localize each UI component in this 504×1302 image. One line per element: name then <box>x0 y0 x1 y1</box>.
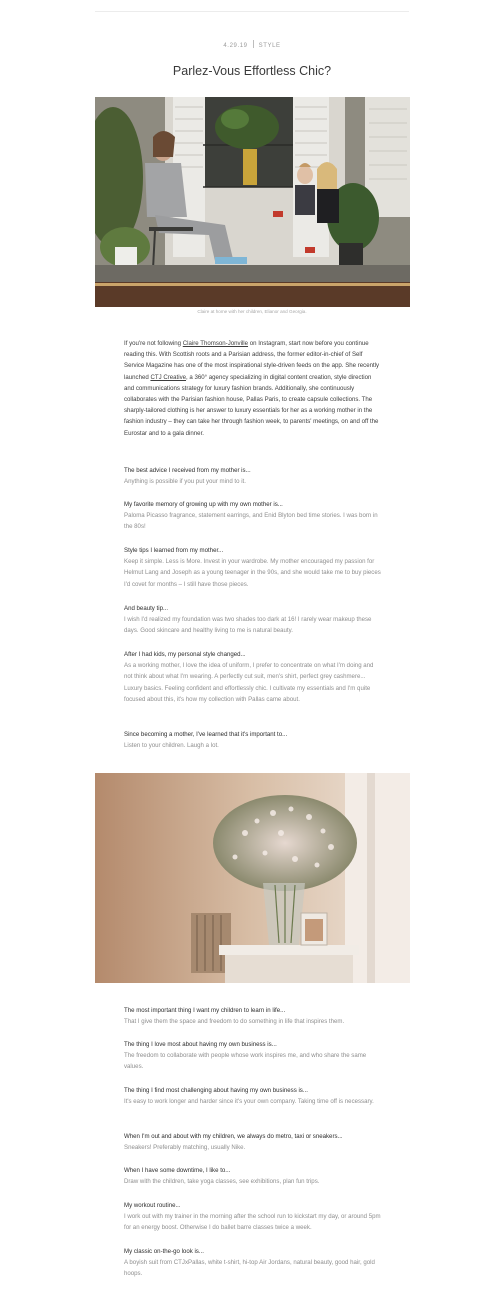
qa-item <box>124 729 382 751</box>
qa-answer: As a working mother, I love the idea of uniform, I prefer to concentrate on what I'm doing and not think about what I'm wearing. A perfectly cut suit, men's shirt, perfect grey cashmere... Luxury basics. Feeling confident and effortlessly chic. I cultivate my essentials and I'm quite focused about this, it's how my collection with Pallas came about. <box>124 662 374 703</box>
qa-answer: Sneakers! Preferably matching, usually Nike. <box>124 1144 246 1152</box>
category-link[interactable]: STYLE <box>258 43 281 49</box>
intro-text-suffix: , a 360° agency specializing in digital content creation, style direction and communications strategy for luxury fashion brands. Additionally, she continuously collaborates with the Parisian fashion house, Pallas Paris, to create capsule collections. The sharply-tailored clothing is her answer to luxury essentials for her as a working mother in the fashion industry – they can take her through fashion week, to parents' meetings, on and off the Eurostar and to a gala dinner. <box>124 373 379 437</box>
qa-item <box>124 1005 382 1027</box>
qa-answer: The freedom to collaborate with people whose work inspires me, and who share the same values. <box>124 1052 367 1071</box>
qa-question: The thing I love most about having my own business is... <box>124 1041 277 1048</box>
qa-item <box>124 1165 382 1187</box>
qa-item <box>124 1200 382 1234</box>
qa-question: My workout routine... <box>124 1202 181 1209</box>
qa-question: The thing I find most challenging about having my own business is... <box>124 1087 308 1094</box>
post-meta <box>0 40 504 49</box>
qa-question: After I had kids, my personal style changed... <box>124 651 246 658</box>
qa-answer: Keep it simple. Less is More. Invest in your wardrobe. My mother encouraged my passion for Helmut Lang and Joseph as a young teenager in the 90s, and she would take me to buy pieces I'd covet for months – I still have those pieces. <box>124 558 381 588</box>
qa-question: The most important thing I want my children to learn in life... <box>124 1007 286 1014</box>
qa-item <box>124 1246 382 1280</box>
qa-answer: Listen to your children. Laugh a lot. <box>124 742 219 750</box>
intro-paragraph <box>124 338 382 439</box>
flowers-photo <box>95 773 410 983</box>
intro-text-prefix: If you're not following <box>124 340 182 347</box>
qa-question: Style tips I learned from my mother... <box>124 547 224 554</box>
claire-instagram-link[interactable]: Claire Thomson-Jonville <box>182 340 249 347</box>
qa-item <box>124 545 382 590</box>
hero-photo-illustration <box>95 97 410 307</box>
hero-photo <box>95 97 410 307</box>
intro-text-middle: on Instagram, start now before you continue reading this. With Scottish roots and a Parisian address, the former editor-in-chief of Self Service Magazine has one of the most inspirational style-driven feeds on the app. She recently launched <box>124 340 380 381</box>
meta-separator <box>253 40 254 48</box>
qa-item <box>124 499 382 533</box>
qa-answer: Paloma Picasso fragrance, statement earrings, and Enid Blyton bed time stories. I was born in the 80s! <box>124 512 378 531</box>
qa-item <box>124 649 382 705</box>
qa-question: My classic on-the-go look is... <box>124 1248 204 1255</box>
qa-item <box>124 1039 382 1073</box>
qa-answer: Anything is possible if you put your mind to it. <box>124 478 246 486</box>
qa-item <box>124 465 382 487</box>
flowers-photo-illustration <box>95 773 410 983</box>
qa-item <box>124 1131 382 1153</box>
qa-answer: That I give them the space and freedom to do something in life that inspires them. <box>124 1018 345 1026</box>
qa-answer: I wish I'd realized my foundation was two shades too dark at 16! I rarely wear makeup these days. Good skincare and healthy living to me is natural beauty. <box>124 616 372 635</box>
qa-question: When I'm out and about with my children, we always do metro, taxi or sneakers... <box>124 1133 343 1140</box>
qa-answer: Draw with the children, take yoga classes, see exhibitions, plan fun trips. <box>124 1178 320 1186</box>
qa-question: Since becoming a mother, I've learned that it's important to... <box>124 731 288 738</box>
qa-question: When I have some downtime, I like to... <box>124 1167 231 1174</box>
qa-item <box>124 1085 382 1107</box>
qa-answer: A boyish suit from CTJxPallas, white t-shirt, hi-top Air Jordans, natural beauty, good hair, gold hoops. <box>124 1259 375 1278</box>
qa-item <box>124 603 382 637</box>
qa-question: And beauty tip... <box>124 605 169 612</box>
ctj-creative-link[interactable]: CTJ Creative <box>150 373 187 381</box>
qa-question: My favorite memory of growing up with my own mother is... <box>124 501 283 508</box>
qa-question: The best advice I received from my mother is... <box>124 467 251 474</box>
top-divider <box>95 11 409 12</box>
post-title: Parlez-Vous Effortless Chic? <box>172 64 332 78</box>
qa-answer: It's easy to work longer and harder since it's your own company. Taking time off is necessary. <box>124 1098 374 1106</box>
hero-photo-caption: Claire at home with her children, Elianor and Georgia. <box>197 309 307 314</box>
qa-answer: I work out with my trainer in the morning after the school run to kickstart my day, or around 5pm for an energy boost. Otherwise I do ballet barre classes twice a week. <box>124 1213 381 1232</box>
post-date: 4.29.19 <box>223 43 248 49</box>
